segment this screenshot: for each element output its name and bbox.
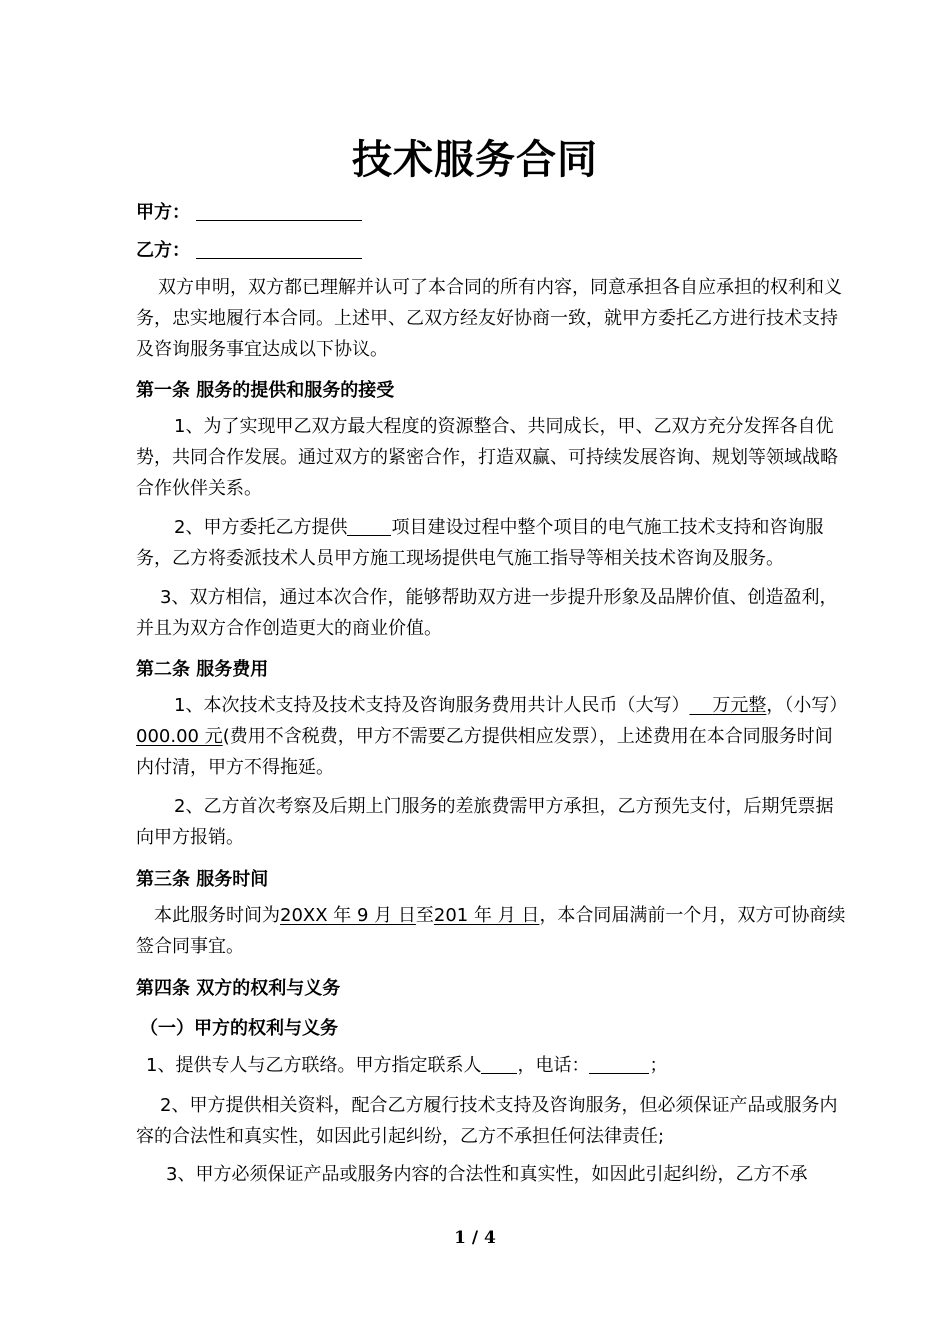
term-end-date: 201 年 月 日 bbox=[433, 905, 540, 926]
article-4-clause-3: 3、甲方必须保证产品或服务内容的合法性和真实性，如因此引起纠纷，乙方不承 bbox=[166, 1164, 808, 1185]
clause-2-text-a: 2、甲方委托乙方提供 bbox=[174, 517, 348, 538]
term-text-b: 至 bbox=[415, 905, 434, 926]
article-2-heading: 第二条 服务费用 bbox=[136, 659, 269, 680]
fee-numeric-amount: 000.00 元 bbox=[136, 726, 223, 747]
party-a-label: 甲方： bbox=[136, 202, 190, 223]
fee-text-a: 1、本次技术支持及技术支持及咨询服务费用共计人民币（大写） bbox=[174, 695, 690, 716]
article-2-clause-2: 2、乙方首次考察及后期上门服务的差旅费需甲方承担，乙方预先支付，后期凭票据向甲方报销。 bbox=[136, 796, 834, 848]
contact-text-b: ，电话： bbox=[517, 1055, 590, 1076]
document-title: 技术服务合同 bbox=[352, 137, 598, 183]
project-name-blank bbox=[347, 517, 391, 536]
contact-phone-blank bbox=[589, 1055, 649, 1074]
term-start-date: 20XX 年 9 月 日 bbox=[280, 905, 416, 926]
page-number: 1 / 4 bbox=[454, 1228, 496, 1248]
contact-person-blank bbox=[481, 1055, 517, 1074]
intro-paragraph: 双方申明，双方都已理解并认可了本合同的所有内容，同意承担各自应承担的权利和义务，忠实地履行本合同。上述甲、乙双方经友好协商一致，就甲方委托乙方进行技术支持及咨询服务事宜达成以下协议。 bbox=[136, 277, 842, 360]
fee-uppercase-amount bbox=[689, 695, 766, 716]
contact-text-c: ； bbox=[649, 1055, 668, 1076]
article-4-clause-2: 2、甲方提供相关资料，配合乙方履行技术支持及咨询服务，但必须保证产品或服务内容的合法性和真实性，如因此引起纠纷，乙方不承担任何法律责任; bbox=[136, 1095, 838, 1147]
article-2-clause-1 bbox=[136, 690, 848, 783]
contact-text-a: 1、提供专人与乙方联络。甲方指定联系人 bbox=[146, 1055, 482, 1076]
party-b-label: 乙方： bbox=[136, 240, 190, 261]
party-a-line bbox=[136, 198, 362, 224]
article-4-clause-1 bbox=[136, 1050, 848, 1081]
clause-2-text-b: 项目建设过程中整个项目的电气施工技术支持和咨询服务，乙方将委派技术人员甲方施工现场提供电气施工指导等相关技术咨询及服务。 bbox=[136, 517, 824, 569]
article-4-heading: 第四条 双方的权利与义务 bbox=[136, 978, 341, 999]
article-4-subheading-1: （一）甲方的权利与义务 bbox=[140, 1018, 338, 1039]
party-a-blank bbox=[196, 202, 362, 221]
fee-text-c: (费用不含税费，甲方不需要乙方提供相应发票），上述费用在本合同服务时间内付清，甲方不得拖延。 bbox=[136, 726, 833, 778]
article-3-heading: 第三条 服务时间 bbox=[136, 869, 269, 890]
article-1-clause-2 bbox=[136, 512, 848, 574]
article-1-clause-3: 3、双方相信，通过本次合作，能够帮助双方进一步提升形象及品牌价值、创造盈利，并且为双方合作创造更大的商业价值。 bbox=[136, 587, 838, 639]
article-3-clause bbox=[136, 900, 848, 962]
article-1-heading: 第一条 服务的提供和服务的接受 bbox=[136, 380, 395, 401]
party-b-blank bbox=[196, 240, 362, 259]
term-text-c: ，本合同届满前一个月，双方可协商续签合同事宜。 bbox=[136, 905, 846, 957]
party-b-line bbox=[136, 236, 362, 262]
term-text-a: 本此服务时间为 bbox=[154, 905, 280, 926]
fee-text-b: ，（小写） bbox=[766, 695, 848, 716]
article-1-clause-1: 1、为了实现甲乙双方最大程度的资源整合、共同成长，甲、乙双方充分发挥各自优势，共同合作发展。通过双方的紧密合作，打造双赢、可持续发展咨询、规划等领域战略合作伙伴关系。 bbox=[136, 416, 838, 499]
fee-uppercase-unit: 万元整 bbox=[712, 695, 767, 716]
